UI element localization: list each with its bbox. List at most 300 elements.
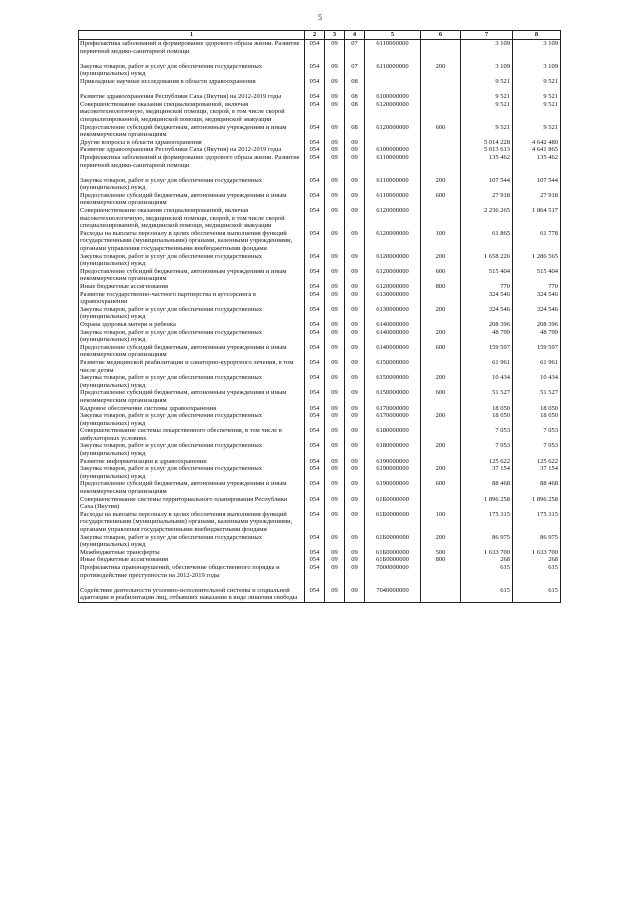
row-code-cell: 054 — [305, 359, 325, 374]
row-subsection-cell: 09 — [345, 549, 365, 557]
row-subsection-cell: 08 — [345, 78, 365, 86]
row-amount-2-cell: 3 109 — [513, 40, 561, 56]
row-code-cell: 054 — [305, 458, 325, 466]
row-name-cell: Расходы на выплаты персоналу в целях обеспечения выполнения функций государственными (муниципальными) органами, казенными учреждениями, органами управления государственными внебюджетными фондами — [79, 230, 305, 253]
row-amount-1-cell: 175 315 — [461, 511, 513, 534]
row-code-cell: 054 — [305, 207, 325, 230]
row-subsection-cell: 09 — [345, 427, 365, 442]
row-target-article-cell: 6120000000 — [365, 230, 421, 253]
row-name-cell: Закупка товаров, работ и услуг для обеспечения государственных (муниципальных) нужд — [79, 534, 305, 549]
table-row — [79, 268, 561, 283]
row-name-cell: Закупка товаров, работ и услуг для обеспечения государственных (муниципальных) нужд — [79, 177, 305, 192]
row-expense-type-cell — [421, 427, 461, 442]
row-amount-1-cell: 515 404 — [461, 268, 513, 283]
row-amount-1-cell: 86 975 — [461, 534, 513, 549]
row-amount-2-cell: 9 521 — [513, 93, 561, 101]
row-name-cell: Развитие здравоохранения Республики Саха (Якутия) на 2012-2019 годы — [79, 146, 305, 154]
row-subsection-cell: 09 — [345, 321, 365, 329]
row-section-cell: 09 — [325, 564, 345, 579]
row-section-cell: 09 — [325, 587, 345, 603]
row-amount-1-cell: 324 546 — [461, 306, 513, 321]
row-amount-2-cell: 615 — [513, 587, 561, 603]
row-code-cell: 054 — [305, 549, 325, 557]
row-expense-type-cell — [421, 321, 461, 329]
row-amount-1-cell — [461, 579, 513, 587]
row-expense-type-cell — [421, 55, 461, 63]
row-amount-2-cell: 18 050 — [513, 405, 561, 413]
row-amount-2-cell: 324 546 — [513, 291, 561, 306]
row-section-cell: 09 — [325, 154, 345, 169]
row-target-article-cell — [365, 139, 421, 147]
row-amount-2-cell: 615 — [513, 564, 561, 579]
row-section-cell: 09 — [325, 344, 345, 359]
row-subsection-cell — [345, 86, 365, 94]
row-amount-2-cell: 7 053 — [513, 427, 561, 442]
table-row — [79, 146, 561, 154]
table-row — [79, 154, 561, 169]
row-target-article-cell — [365, 55, 421, 63]
table-row — [79, 177, 561, 192]
row-expense-type-cell: 200 — [421, 374, 461, 389]
row-section-cell: 09 — [325, 534, 345, 549]
row-target-article-cell: 61Б0000000 — [365, 511, 421, 534]
row-amount-1-cell: 88 468 — [461, 480, 513, 495]
row-expense-type-cell: 200 — [421, 253, 461, 268]
row-subsection-cell — [345, 169, 365, 177]
row-name-cell: Развитие медицинской реабилитации и санаторно-курортного лечения, в том числе детям — [79, 359, 305, 374]
row-subsection-cell: 09 — [345, 230, 365, 253]
row-amount-1-cell: 2 236 265 — [461, 207, 513, 230]
row-section-cell: 09 — [325, 556, 345, 564]
row-target-article-cell: 6120000000 — [365, 253, 421, 268]
row-expense-type-cell — [421, 93, 461, 101]
row-section-cell: 09 — [325, 253, 345, 268]
row-amount-2-cell: 9 521 — [513, 78, 561, 86]
row-amount-1-cell: 9 521 — [461, 78, 513, 86]
row-amount-2-cell — [513, 169, 561, 177]
row-code-cell: 054 — [305, 139, 325, 147]
row-name-cell — [79, 55, 305, 63]
row-subsection-cell: 09 — [345, 268, 365, 283]
table-row — [79, 321, 561, 329]
row-target-article-cell: 6120000000 — [365, 283, 421, 291]
row-name-cell: Прикладные научные исследования в области здравоохранения — [79, 78, 305, 86]
row-section-cell: 09 — [325, 359, 345, 374]
row-name-cell: Развитие государственно-частного партнерства и аутсорсинга в здравоохранении — [79, 291, 305, 306]
column-header: 8 — [513, 31, 561, 40]
row-amount-2-cell: 1 633 700 — [513, 549, 561, 557]
row-section-cell: 09 — [325, 329, 345, 344]
row-expense-type-cell: 600 — [421, 389, 461, 404]
row-expense-type-cell — [421, 359, 461, 374]
row-section-cell: 09 — [325, 306, 345, 321]
row-code-cell: 054 — [305, 78, 325, 86]
row-code-cell: 054 — [305, 192, 325, 207]
row-amount-1-cell: 10 434 — [461, 374, 513, 389]
row-amount-2-cell: 107 544 — [513, 177, 561, 192]
table-row — [79, 124, 561, 139]
row-code-cell: 054 — [305, 480, 325, 495]
row-code-cell — [305, 169, 325, 177]
row-subsection-cell: 09 — [345, 306, 365, 321]
column-header: 2 — [305, 31, 325, 40]
row-name-cell: Предоставление субсидий бюджетным, автономным учреждениям и иным некоммерческим организациям — [79, 268, 305, 283]
row-subsection-cell: 09 — [345, 344, 365, 359]
table-row — [79, 564, 561, 579]
row-subsection-cell: 09 — [345, 511, 365, 534]
row-expense-type-cell — [421, 40, 461, 56]
row-code-cell: 054 — [305, 306, 325, 321]
row-subsection-cell: 09 — [345, 329, 365, 344]
row-name-cell — [79, 86, 305, 94]
row-subsection-cell: 09 — [345, 465, 365, 480]
row-name-cell: Иные бюджетные ассигнования — [79, 556, 305, 564]
row-target-article-cell: 61Б0000000 — [365, 496, 421, 511]
row-section-cell — [325, 86, 345, 94]
row-amount-1-cell: 770 — [461, 283, 513, 291]
row-amount-1-cell: 208 396 — [461, 321, 513, 329]
row-subsection-cell: 09 — [345, 389, 365, 404]
row-code-cell: 054 — [305, 329, 325, 344]
row-code-cell: 054 — [305, 268, 325, 283]
row-amount-1-cell: 615 — [461, 564, 513, 579]
row-amount-1-cell: 7 053 — [461, 427, 513, 442]
row-code-cell — [305, 86, 325, 94]
row-subsection-cell: 09 — [345, 564, 365, 579]
row-name-cell: Профилактика заболеваний и формирование здорового образа жизни. Развитие первичной медико-санитарной помощи — [79, 40, 305, 56]
row-amount-1-cell: 1 633 700 — [461, 549, 513, 557]
row-expense-type-cell: 600 — [421, 268, 461, 283]
table-row — [79, 587, 561, 603]
row-code-cell: 054 — [305, 511, 325, 534]
row-subsection-cell: 09 — [345, 154, 365, 169]
row-subsection-cell: 09 — [345, 291, 365, 306]
table-row — [79, 78, 561, 86]
budget-table — [78, 30, 561, 603]
row-code-cell: 054 — [305, 374, 325, 389]
row-code-cell: 054 — [305, 283, 325, 291]
row-section-cell: 09 — [325, 549, 345, 557]
row-expense-type-cell: 600 — [421, 480, 461, 495]
row-target-article-cell: 6190000000 — [365, 465, 421, 480]
row-expense-type-cell: 800 — [421, 556, 461, 564]
row-amount-2-cell: 515 404 — [513, 268, 561, 283]
row-expense-type-cell — [421, 86, 461, 94]
row-amount-1-cell — [461, 55, 513, 63]
row-section-cell: 09 — [325, 283, 345, 291]
row-expense-type-cell: 200 — [421, 177, 461, 192]
row-amount-1-cell: 268 — [461, 556, 513, 564]
table-row — [79, 253, 561, 268]
row-target-article-cell — [365, 169, 421, 177]
row-subsection-cell: 09 — [345, 283, 365, 291]
row-amount-1-cell: 1 896 258 — [461, 496, 513, 511]
row-amount-2-cell: 10 434 — [513, 374, 561, 389]
row-name-cell: Предоставление субсидий бюджетным, автономным учреждениям и иным некоммерческим организациям — [79, 480, 305, 495]
row-expense-type-cell — [421, 139, 461, 147]
row-name-cell: Совершенствование системы лекарственного обеспечения, в том числе в амбулаторных условиях — [79, 427, 305, 442]
row-name-cell — [79, 169, 305, 177]
row-section-cell — [325, 579, 345, 587]
row-subsection-cell: 09 — [345, 192, 365, 207]
row-subsection-cell: 09 — [345, 442, 365, 457]
row-expense-type-cell: 200 — [421, 412, 461, 427]
row-expense-type-cell — [421, 78, 461, 86]
row-name-cell: Предоставление субсидий бюджетным, автономным учреждениям и иным некоммерческим организациям — [79, 389, 305, 404]
row-amount-2-cell: 268 — [513, 556, 561, 564]
row-section-cell: 09 — [325, 230, 345, 253]
row-amount-1-cell: 5 013 613 — [461, 146, 513, 154]
table-row — [79, 169, 561, 177]
row-expense-type-cell — [421, 579, 461, 587]
row-expense-type-cell: 200 — [421, 442, 461, 457]
row-section-cell — [325, 55, 345, 63]
row-section-cell: 09 — [325, 139, 345, 147]
table-row — [79, 427, 561, 442]
column-header: 4 — [345, 31, 365, 40]
row-amount-1-cell: 9 521 — [461, 101, 513, 124]
row-section-cell: 09 — [325, 207, 345, 230]
row-code-cell: 054 — [305, 101, 325, 124]
row-amount-2-cell: 1 864 517 — [513, 207, 561, 230]
row-amount-1-cell: 37 154 — [461, 465, 513, 480]
row-section-cell: 09 — [325, 124, 345, 139]
row-target-article-cell: 6170000000 — [365, 412, 421, 427]
row-section-cell: 09 — [325, 389, 345, 404]
table-row — [79, 291, 561, 306]
row-expense-type-cell — [421, 101, 461, 124]
row-amount-2-cell — [513, 55, 561, 63]
row-section-cell: 09 — [325, 374, 345, 389]
row-name-cell: Кадровое обеспечение системы здравоохранения — [79, 405, 305, 413]
row-expense-type-cell: 100 — [421, 230, 461, 253]
row-name-cell: Закупка товаров, работ и услуг для обеспечения государственных (муниципальных) нужд — [79, 465, 305, 480]
row-expense-type-cell — [421, 146, 461, 154]
row-target-article-cell: 61Б0000000 — [365, 556, 421, 564]
row-amount-1-cell: 1 658 226 — [461, 253, 513, 268]
row-target-article-cell: 6110000000 — [365, 177, 421, 192]
row-code-cell: 054 — [305, 40, 325, 56]
table-row — [79, 556, 561, 564]
row-expense-type-cell — [421, 291, 461, 306]
row-name-cell — [79, 579, 305, 587]
row-target-article-cell: 6110000000 — [365, 63, 421, 78]
row-section-cell: 09 — [325, 101, 345, 124]
column-header: 5 — [365, 31, 421, 40]
row-target-article-cell: 61Б0000000 — [365, 549, 421, 557]
row-code-cell: 054 — [305, 564, 325, 579]
row-section-cell: 09 — [325, 93, 345, 101]
row-target-article-cell: 6150000000 — [365, 374, 421, 389]
row-code-cell — [305, 55, 325, 63]
table-row — [79, 230, 561, 253]
table-row — [79, 579, 561, 587]
row-section-cell: 09 — [325, 146, 345, 154]
row-subsection-cell: 08 — [345, 101, 365, 124]
row-name-cell: Закупка товаров, работ и услуг для обеспечения государственных (муниципальных) нужд — [79, 329, 305, 344]
row-amount-2-cell: 86 975 — [513, 534, 561, 549]
row-code-cell: 054 — [305, 177, 325, 192]
row-amount-1-cell: 5 014 228 — [461, 139, 513, 147]
row-expense-type-cell — [421, 496, 461, 511]
row-target-article-cell: 6110000000 — [365, 154, 421, 169]
row-name-cell: Профилактика заболеваний и формирование здорового образа жизни. Развитие первичной медико-санитарной помощи — [79, 154, 305, 169]
row-name-cell: Развитие информатизации в здравоохранении — [79, 458, 305, 466]
row-code-cell: 054 — [305, 496, 325, 511]
row-target-article-cell: 6100000000 — [365, 146, 421, 154]
row-subsection-cell — [345, 579, 365, 587]
table-row — [79, 374, 561, 389]
row-amount-2-cell: 18 050 — [513, 412, 561, 427]
row-amount-2-cell: 175 315 — [513, 511, 561, 534]
page-number: 5 — [318, 13, 322, 22]
row-amount-1-cell: 324 546 — [461, 291, 513, 306]
row-amount-1-cell: 27 918 — [461, 192, 513, 207]
table-row — [79, 389, 561, 404]
row-amount-2-cell: 1 286 565 — [513, 253, 561, 268]
row-amount-1-cell: 3 109 — [461, 63, 513, 78]
column-header: 7 — [461, 31, 513, 40]
row-section-cell: 09 — [325, 405, 345, 413]
row-section-cell: 09 — [325, 496, 345, 511]
row-code-cell: 054 — [305, 93, 325, 101]
row-amount-1-cell: 3 109 — [461, 40, 513, 56]
row-name-cell: Охрана здоровья матери и ребенка — [79, 321, 305, 329]
row-subsection-cell: 09 — [345, 412, 365, 427]
row-expense-type-cell: 200 — [421, 465, 461, 480]
table-row — [79, 549, 561, 557]
row-amount-1-cell: 51 527 — [461, 389, 513, 404]
row-amount-2-cell: 1 896 258 — [513, 496, 561, 511]
row-code-cell: 054 — [305, 427, 325, 442]
table-row — [79, 405, 561, 413]
row-section-cell: 09 — [325, 63, 345, 78]
row-subsection-cell: 09 — [345, 253, 365, 268]
row-target-article-cell: 6180000000 — [365, 427, 421, 442]
row-amount-1-cell: 615 — [461, 587, 513, 603]
table-row — [79, 496, 561, 511]
row-amount-1-cell: 9 521 — [461, 124, 513, 139]
row-subsection-cell: 09 — [345, 139, 365, 147]
table-row — [79, 412, 561, 427]
row-amount-2-cell: 125 622 — [513, 458, 561, 466]
row-name-cell: Закупка товаров, работ и услуг для обеспечения государственных (муниципальных) нужд — [79, 374, 305, 389]
row-section-cell: 09 — [325, 427, 345, 442]
row-section-cell: 09 — [325, 268, 345, 283]
table-row — [79, 329, 561, 344]
column-header: 1 — [79, 31, 305, 40]
row-code-cell: 054 — [305, 124, 325, 139]
row-amount-2-cell: 37 154 — [513, 465, 561, 480]
row-code-cell: 054 — [305, 146, 325, 154]
row-amount-2-cell: 61 778 — [513, 230, 561, 253]
table-row — [79, 40, 561, 56]
row-subsection-cell: 09 — [345, 146, 365, 154]
table-row — [79, 534, 561, 549]
table-row — [79, 93, 561, 101]
row-section-cell: 09 — [325, 458, 345, 466]
row-code-cell: 054 — [305, 154, 325, 169]
row-section-cell — [325, 169, 345, 177]
row-target-article-cell: 61Б0000000 — [365, 534, 421, 549]
row-code-cell: 054 — [305, 442, 325, 457]
row-name-cell: Предоставление субсидий бюджетным, автономным учреждениям и иным некоммерческим организациям — [79, 344, 305, 359]
row-target-article-cell: 7000000000 — [365, 564, 421, 579]
row-code-cell: 054 — [305, 465, 325, 480]
table-row — [79, 344, 561, 359]
row-expense-type-cell: 600 — [421, 344, 461, 359]
row-code-cell: 054 — [305, 587, 325, 603]
row-code-cell: 054 — [305, 63, 325, 78]
row-code-cell: 054 — [305, 321, 325, 329]
row-code-cell: 054 — [305, 534, 325, 549]
row-amount-2-cell: 9 521 — [513, 101, 561, 124]
row-amount-2-cell: 4 641 865 — [513, 146, 561, 154]
row-subsection-cell: 09 — [345, 177, 365, 192]
row-code-cell: 054 — [305, 230, 325, 253]
row-name-cell: Закупка товаров, работ и услуг для обеспечения государственных (муниципальных) нужд — [79, 253, 305, 268]
row-amount-1-cell: 135 462 — [461, 154, 513, 169]
row-expense-type-cell: 200 — [421, 329, 461, 344]
row-expense-type-cell — [421, 458, 461, 466]
row-target-article-cell: 7040000000 — [365, 587, 421, 603]
row-subsection-cell: 09 — [345, 405, 365, 413]
row-name-cell: Профилактика правонарушений, обеспечение общественного порядка и противодействие преступности на 2012-2019 годы — [79, 564, 305, 579]
row-amount-1-cell: 9 521 — [461, 93, 513, 101]
row-amount-1-cell: 18 050 — [461, 405, 513, 413]
row-amount-1-cell: 61 865 — [461, 230, 513, 253]
row-subsection-cell: 08 — [345, 93, 365, 101]
row-name-cell: Развитие здравоохранения Республики Саха (Якутия) на 2012-2019 годы — [79, 93, 305, 101]
row-expense-type-cell: 500 — [421, 549, 461, 557]
row-expense-type-cell: 800 — [421, 283, 461, 291]
row-target-article-cell — [365, 78, 421, 86]
row-subsection-cell: 07 — [345, 40, 365, 56]
row-amount-2-cell: 159 597 — [513, 344, 561, 359]
row-target-article-cell: 6130000000 — [365, 306, 421, 321]
table-row — [79, 207, 561, 230]
row-section-cell: 09 — [325, 321, 345, 329]
row-amount-2-cell: 48 799 — [513, 329, 561, 344]
row-amount-2-cell: 61 961 — [513, 359, 561, 374]
row-target-article-cell: 6190000000 — [365, 458, 421, 466]
row-amount-2-cell: 7 053 — [513, 442, 561, 457]
table-row — [79, 359, 561, 374]
table-row — [79, 139, 561, 147]
table-row — [79, 511, 561, 534]
row-amount-1-cell — [461, 169, 513, 177]
row-amount-2-cell: 208 396 — [513, 321, 561, 329]
row-name-cell: Закупка товаров, работ и услуг для обеспечения государственных (муниципальных) нужд — [79, 442, 305, 457]
row-expense-type-cell: 100 — [421, 511, 461, 534]
row-target-article-cell: 6110000000 — [365, 40, 421, 56]
row-target-article-cell: 6120000000 — [365, 101, 421, 124]
column-header: 3 — [325, 31, 345, 40]
row-subsection-cell — [345, 55, 365, 63]
row-subsection-cell: 09 — [345, 534, 365, 549]
row-subsection-cell: 09 — [345, 458, 365, 466]
row-section-cell: 09 — [325, 192, 345, 207]
table-row — [79, 55, 561, 63]
row-expense-type-cell — [421, 564, 461, 579]
row-expense-type-cell: 600 — [421, 192, 461, 207]
row-name-cell: Предоставление субсидий бюджетным, автономным учреждениям и иным некоммерческим организациям — [79, 124, 305, 139]
row-expense-type-cell: 200 — [421, 63, 461, 78]
row-target-article-cell: 6150000000 — [365, 359, 421, 374]
row-amount-1-cell — [461, 86, 513, 94]
row-section-cell: 09 — [325, 480, 345, 495]
row-name-cell: Совершенствование оказания специализированной, включая высокотехнологичную, медицинской помощи, скорой, в том числе скорой специализированной, медицинской помощи, медицинской эвакуации — [79, 207, 305, 230]
